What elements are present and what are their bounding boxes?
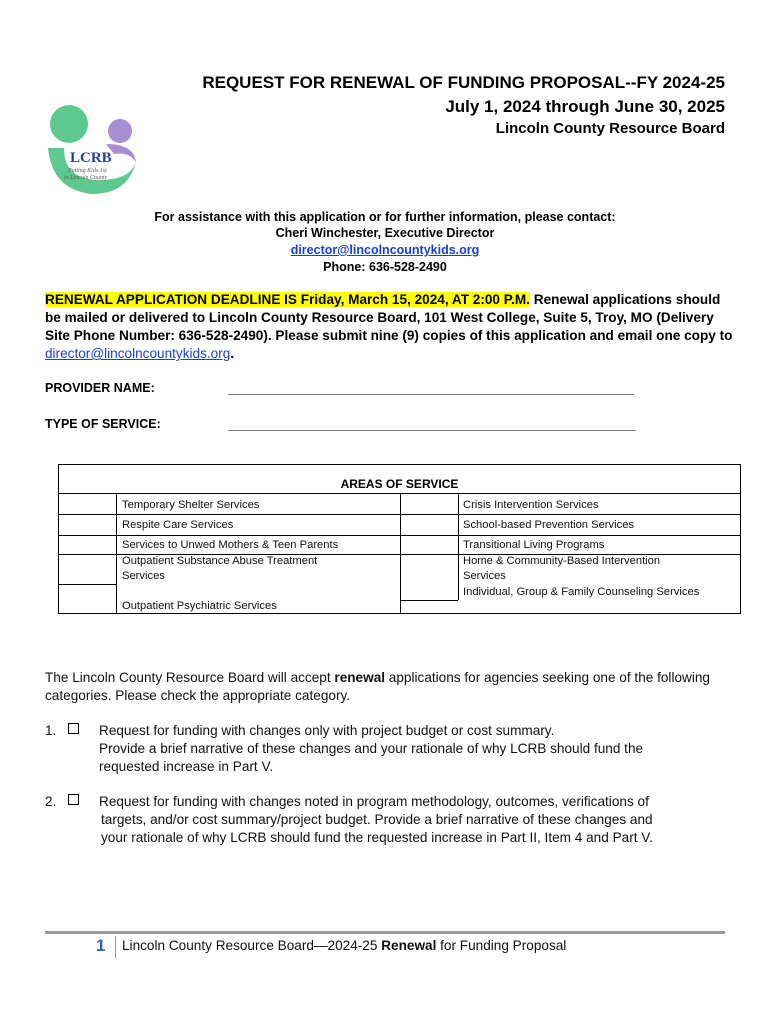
option-1-number: 1. bbox=[45, 723, 57, 738]
deadline-email-link[interactable]: director@lincolncountykids.org bbox=[45, 346, 231, 361]
service-item: Crisis Intervention Services bbox=[463, 499, 599, 511]
contact-phone: Phone: 636-528-2490 bbox=[323, 260, 447, 274]
table-rule bbox=[400, 600, 458, 601]
service-item: Temporary Shelter Services bbox=[122, 499, 260, 511]
option-2-line-2: targets, and/or cost summary/project budget. Provide a brief narrative of these changes and bbox=[101, 812, 653, 827]
checkbox-cell-respite-care[interactable] bbox=[60, 516, 114, 533]
footer-text bbox=[122, 938, 566, 953]
option-1-checkbox[interactable] bbox=[68, 722, 79, 740]
checkbox-cell-counseling[interactable] bbox=[402, 602, 456, 612]
intro-bold: renewal bbox=[334, 670, 386, 685]
service-item: Outpatient Psychiatric Services bbox=[122, 600, 277, 612]
option-1-line-1: Request for funding with changes only with project budget or cost summary. bbox=[99, 723, 555, 738]
fiscal-dates: July 1, 2024 through June 30, 2025 bbox=[445, 97, 725, 116]
checkbox-cell-transitional-living[interactable] bbox=[402, 537, 456, 553]
contact-email-link[interactable]: director@lincolncountykids.org bbox=[290, 243, 480, 257]
deadline-end: . bbox=[230, 346, 235, 361]
logo-green-head-icon bbox=[50, 105, 88, 143]
service-item: Home & Community-Based Intervention bbox=[463, 555, 661, 567]
option-2-checkbox[interactable] bbox=[68, 793, 79, 811]
service-item: School-based Prevention Services bbox=[463, 519, 635, 531]
checkbox-cell-substance-abuse[interactable] bbox=[60, 556, 114, 583]
checkbox-cell-temporary-shelter[interactable] bbox=[60, 495, 114, 512]
type-of-service-field[interactable] bbox=[228, 430, 636, 431]
option-1-line-3: requested increase in Part V. bbox=[99, 759, 274, 774]
provider-name-field[interactable] bbox=[228, 394, 634, 395]
contact-name: Cheri Winchester, Executive Director bbox=[275, 226, 495, 240]
logo-text: LCRB bbox=[70, 150, 112, 166]
contact-email-wrap bbox=[0, 243, 770, 257]
option-2-number: 2. bbox=[45, 794, 57, 809]
checkbox-cell-psychiatric[interactable] bbox=[60, 586, 114, 612]
service-item: Respite Care Services bbox=[122, 519, 234, 531]
table-rule bbox=[58, 584, 116, 585]
contact-intro: For assistance with this application or for further information, please contact: bbox=[154, 210, 616, 224]
intro-part1: The Lincoln County Resource Board will accept bbox=[45, 670, 335, 685]
service-item: Transitional Living Programs bbox=[463, 539, 605, 551]
footer-divider bbox=[45, 931, 725, 934]
table-rule bbox=[400, 493, 401, 614]
footer-separator bbox=[115, 936, 116, 958]
areas-of-service-heading: AREAS OF SERVICE bbox=[340, 477, 459, 491]
deadline-text: Renewal applications should be mailed or delivered to Lincoln County Resource Board, 101 West College, Suite 5, Troy, MO (Delivery Site Phone Number: 636-528-2490). Please submit nine (9) copies of this application and email one copy to bbox=[45, 292, 733, 343]
type-of-service-label: TYPE OF SERVICE: bbox=[45, 417, 161, 431]
lcrb-logo bbox=[44, 100, 144, 200]
org-name: Lincoln County Resource Board bbox=[495, 120, 725, 137]
option-2-line-3: your rationale of why LCRB should fund the requested increase in Part II, Item 4 and Part V. bbox=[101, 830, 653, 845]
checkbox-cell-school-prevention[interactable] bbox=[402, 516, 456, 533]
logo-tagline-2: in Lincoln County bbox=[64, 175, 108, 181]
service-item: Services to Unwed Mothers & Teen Parents bbox=[122, 539, 339, 551]
service-item: Services bbox=[463, 570, 506, 582]
service-item: Services bbox=[122, 570, 165, 582]
page-number: 1 bbox=[96, 936, 106, 955]
checkbox-cell-unwed-mothers[interactable] bbox=[60, 537, 114, 553]
option-2-line-1: Request for funding with changes noted in program methodology, outcomes, verifications of bbox=[99, 794, 649, 809]
service-item: Individual, Group & Family Counseling Services bbox=[463, 586, 700, 598]
logo-tagline-1: Putting Kids 1st bbox=[68, 168, 107, 174]
footer-text-1: Lincoln County Resource Board—2024-25 bbox=[122, 938, 382, 953]
deadline-paragraph bbox=[45, 291, 735, 363]
logo-purple-head-icon bbox=[108, 119, 132, 143]
intro-part2: applications for agencies seeking one of the following categories. Please check the appropriate category. bbox=[45, 670, 710, 703]
option-1-line-2: Provide a brief narrative of these changes and your rationale of why LCRB should fund the bbox=[99, 741, 644, 756]
table-rule bbox=[458, 493, 459, 600]
deadline-highlight: RENEWAL APPLICATION DEADLINE IS Friday, March 15, 2024, AT 2:00 P.M. bbox=[45, 292, 530, 307]
checkbox-cell-crisis-intervention[interactable] bbox=[402, 495, 456, 512]
service-item: Outpatient Substance Abuse Treatment bbox=[122, 555, 318, 567]
provider-name-label: PROVIDER NAME: bbox=[45, 381, 155, 395]
renewal-intro bbox=[45, 669, 735, 705]
footer-bold: Renewal bbox=[381, 938, 437, 953]
checkbox-cell-home-community[interactable] bbox=[402, 556, 456, 598]
table-rule bbox=[116, 493, 117, 614]
page-title: REQUEST FOR RENEWAL OF FUNDING PROPOSAL--FY 2024-25 bbox=[202, 73, 725, 92]
footer-text-2: for Funding Proposal bbox=[436, 938, 567, 953]
